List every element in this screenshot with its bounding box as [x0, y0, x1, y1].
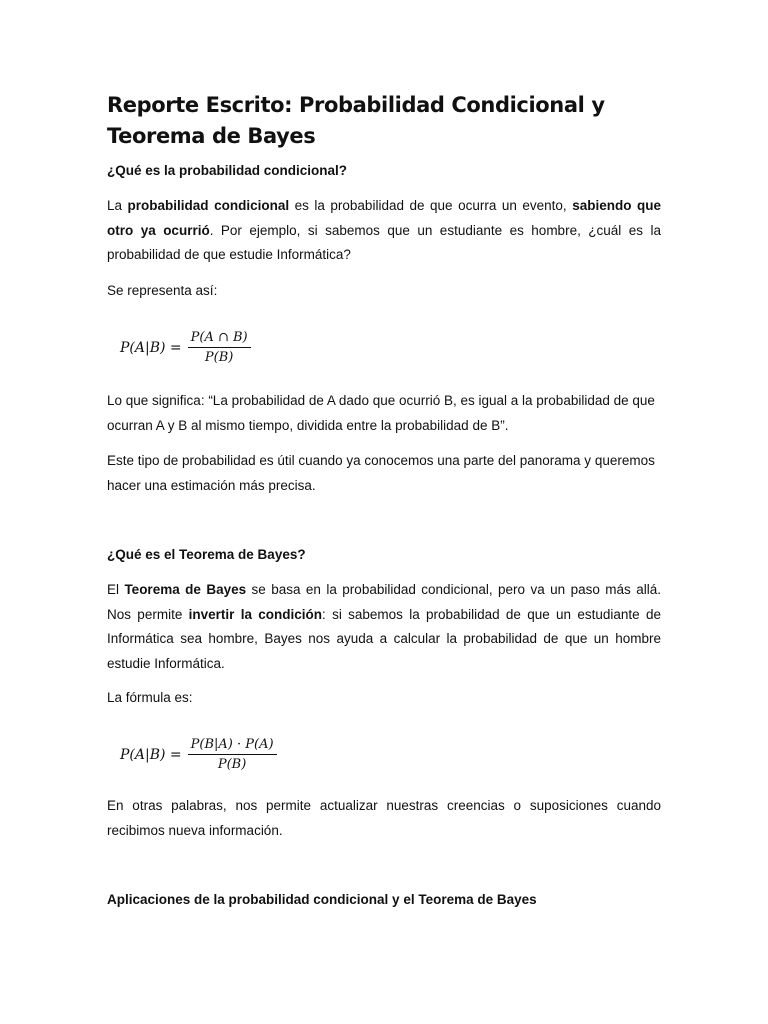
text: La	[107, 198, 128, 213]
formula-fraction	[188, 330, 251, 365]
paragraph-representation: Se representa así:	[107, 283, 218, 298]
paragraph-update-beliefs: En otras palabras, nos permite actualizar nuestras creencias o suposiciones cuando recibimos nueva información.	[107, 798, 661, 838]
bold-term: invertir la condición	[188, 606, 323, 622]
section-heading-applications: Aplicaciones de la probabilidad condicional y el Teorema de Bayes	[107, 892, 537, 907]
formula-numerator: P(B|A) · P(A)	[188, 737, 277, 755]
section-heading-bayes: ¿Qué es el Teorema de Bayes?	[107, 547, 306, 562]
document-title: Reporte Escrito: Probabilidad Condicional y Teorema de Bayes	[107, 93, 605, 148]
text: : si sabemos la probabilidad de que un estudiante de Informática sea hombre, Bayes nos ayuda a calcular la probabilidad de que un hombre estudie Informática.	[107, 606, 661, 671]
formula-bayes	[120, 737, 277, 772]
bold-term: probabilidad condicional	[127, 198, 290, 213]
paragraph-bayes-definition	[107, 578, 661, 676]
formula-fraction	[188, 737, 277, 772]
paragraph-conditional-definition	[107, 194, 661, 268]
text: El	[107, 582, 125, 597]
bold-term: Teorema de Bayes	[124, 582, 247, 597]
paragraph-meaning: Lo que significa: “La probabilidad de A dado que ocurrió B, es igual a la probabilidad de que ocurran A y B al mismo tiempo, dividida entre la probabilidad de B”.	[107, 393, 655, 433]
text: es la probabilidad de que ocurra un evento,	[289, 198, 573, 213]
bold-term: sabiendo que otro ya ocurrió	[107, 198, 661, 238]
text: . Por ejemplo, si sabemos que un estudiante es hombre, ¿cuál es la probabilidad de que estudie Informática?	[107, 222, 661, 262]
formula-denominator: P(B)	[204, 350, 234, 365]
paragraph-formula-intro: La fórmula es:	[107, 690, 193, 705]
section-heading-conditional: ¿Qué es la probabilidad condicional?	[107, 163, 348, 178]
text: se basa en la probabilidad condicional, pero va un paso más allá. Nos permite	[107, 582, 661, 622]
formula-numerator: P(A ∩ B)	[188, 330, 251, 348]
formula-denominator: P(B)	[217, 757, 247, 772]
formula-conditional	[120, 330, 251, 365]
formula-lhs: P(A|B) =	[120, 746, 182, 763]
formula-lhs: P(A|B) =	[120, 339, 182, 356]
paragraph-usefulness: Este tipo de probabilidad es útil cuando ya conocemos una parte del panorama y queremos hacer una estimación más precisa.	[107, 453, 655, 493]
